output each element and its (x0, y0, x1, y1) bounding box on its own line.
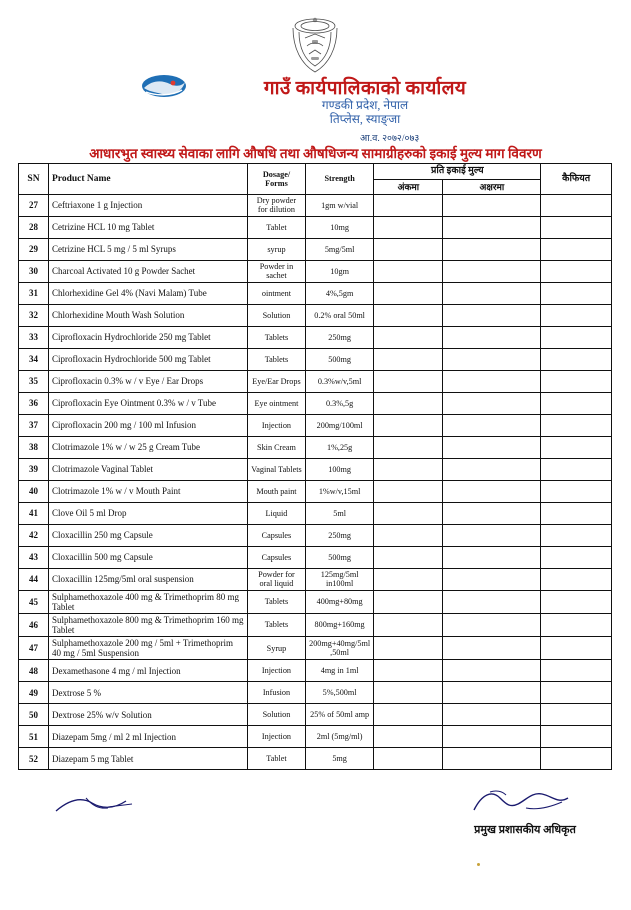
cell-remark (541, 660, 612, 682)
cell-sn: 31 (19, 282, 49, 304)
cell-dosage-form: Skin Cream (248, 436, 306, 458)
cell-product-name: Sulphamethoxazole 400 mg & Trimethoprim 80 mg Tablet (48, 590, 247, 613)
cell-remark (541, 682, 612, 704)
cell-rate-words (442, 326, 540, 348)
table-row (19, 348, 612, 370)
table-row (19, 414, 612, 436)
cell-strength: 100mg (305, 458, 374, 480)
cell-rate-words (442, 637, 540, 660)
cell-strength: 0.3%w/v,5ml (305, 370, 374, 392)
cell-sn: 40 (19, 480, 49, 502)
cell-strength: 1gm w/vial (305, 194, 374, 216)
table-row (19, 590, 612, 613)
column-header-remarks: कैफियत (541, 164, 612, 195)
organization-title: गाउँ कार्यपालिकाको कार्यालय (263, 78, 467, 99)
cell-product-name: Ciprofloxacin Eye Ointment 0.3% w / v Tube (48, 392, 247, 414)
cell-strength: 250mg (305, 524, 374, 546)
cell-product-name: Clotrimazole 1% w / v Mouth Paint (48, 480, 247, 502)
table-row (19, 524, 612, 546)
cell-rate-figures (374, 282, 443, 304)
cell-rate-words (442, 590, 540, 613)
cell-sn: 30 (19, 260, 49, 282)
cell-rate-figures (374, 682, 443, 704)
cell-sn: 33 (19, 326, 49, 348)
table-row (19, 326, 612, 348)
cell-remark (541, 414, 612, 436)
cell-product-name: Diazepam 5 mg Tablet (48, 748, 247, 770)
cell-rate-words (442, 502, 540, 524)
table-row (19, 637, 612, 660)
cell-rate-words (442, 238, 540, 260)
cell-remark (541, 458, 612, 480)
cell-strength: 5ml (305, 502, 374, 524)
cell-product-name: Clotrimazole 1% w / w 25 g Cream Tube (48, 436, 247, 458)
cell-dosage-form: Infusion (248, 682, 306, 704)
cell-remark (541, 748, 612, 770)
cell-rate-figures (374, 414, 443, 436)
paper-speck (477, 863, 480, 866)
cell-strength: 125mg/5ml in100ml (305, 568, 374, 590)
signature-designation-label: प्रमुख प्रशासकीय अधिकृत (474, 824, 576, 836)
signature-right (466, 788, 576, 814)
cell-rate-figures (374, 748, 443, 770)
cell-sn: 37 (19, 414, 49, 436)
table-row (19, 660, 612, 682)
document-title: आधारभुत स्वास्थ्य सेवाका लागि औषधि तथा औषधिजन्य सामाग्रीहरुको इकाई मुल्य माग विवरण (89, 146, 542, 161)
cell-product-name: Clotrimazole Vaginal Tablet (48, 458, 247, 480)
cell-dosage-form: Syrup (248, 637, 306, 660)
cell-rate-figures (374, 458, 443, 480)
cell-strength: 0.3%,5g (305, 392, 374, 414)
cell-strength: 5%,500ml (305, 682, 374, 704)
cell-product-name: Chlorhexidine Gel 4% (Navi Malam) Tube (48, 282, 247, 304)
cell-strength: 10gm (305, 260, 374, 282)
cell-rate-words (442, 260, 540, 282)
cell-dosage-form: Solution (248, 704, 306, 726)
cell-remark (541, 613, 612, 636)
cell-sn: 49 (19, 682, 49, 704)
cell-sn: 43 (19, 546, 49, 568)
cell-strength: 500mg (305, 546, 374, 568)
cell-product-name: Clove Oil 5 ml Drop (48, 502, 247, 524)
cell-rate-words (442, 660, 540, 682)
fiscal-year-reference: आ.व. २०७२/०७३ (360, 134, 420, 144)
cell-sn: 47 (19, 637, 49, 660)
cell-remark (541, 637, 612, 660)
cell-rate-figures (374, 348, 443, 370)
cell-rate-figures (374, 502, 443, 524)
cell-strength: 250mg (305, 326, 374, 348)
cell-sn: 52 (19, 748, 49, 770)
cell-sn: 41 (19, 502, 49, 524)
cell-dosage-form: Dry powder for dilution (248, 194, 306, 216)
cell-rate-figures (374, 370, 443, 392)
cell-rate-words (442, 704, 540, 726)
cell-sn: 51 (19, 726, 49, 748)
cell-rate-words (442, 414, 540, 436)
cell-dosage-form: Vaginal Tablets (248, 458, 306, 480)
cell-remark (541, 238, 612, 260)
signature-left (52, 795, 142, 817)
cell-rate-figures (374, 613, 443, 636)
cell-sn: 39 (19, 458, 49, 480)
cell-dosage-form: Capsules (248, 524, 306, 546)
cell-product-name: Diazepam 5mg / ml 2 ml Injection (48, 726, 247, 748)
table-row (19, 568, 612, 590)
table-row (19, 502, 612, 524)
cell-strength: 800mg+160mg (305, 613, 374, 636)
cell-remark (541, 502, 612, 524)
cell-sn: 34 (19, 348, 49, 370)
cell-product-name: Ciprofloxacin Hydrochloride 250 mg Tablet (48, 326, 247, 348)
cell-product-name: Cloxacillin 250 mg Capsule (48, 524, 247, 546)
cell-sn: 46 (19, 613, 49, 636)
organization-province: गण्डकी प्रदेश, नेपाल (321, 98, 409, 112)
cell-dosage-form: Capsules (248, 546, 306, 568)
cell-rate-figures (374, 546, 443, 568)
cell-dosage-form: Solution (248, 304, 306, 326)
cell-strength: 25% of 50ml amp (305, 704, 374, 726)
cell-strength: 4%,5gm (305, 282, 374, 304)
cell-remark (541, 524, 612, 546)
cell-strength: 4mg in 1ml (305, 660, 374, 682)
cell-product-name: Ciprofloxacin 200 mg / 100 ml Infusion (48, 414, 247, 436)
cell-rate-words (442, 458, 540, 480)
table-row (19, 304, 612, 326)
cell-rate-figures (374, 194, 443, 216)
cell-dosage-form: Injection (248, 414, 306, 436)
cell-remark (541, 370, 612, 392)
cell-remark (541, 216, 612, 238)
cell-sn: 48 (19, 660, 49, 682)
table-row (19, 238, 612, 260)
cell-remark (541, 590, 612, 613)
cell-dosage-form: Tablet (248, 216, 306, 238)
cell-product-name: Sulphamethoxazole 800 mg & Trimethoprim 160 mg Tablet (48, 613, 247, 636)
document-header (0, 0, 631, 161)
cell-dosage-form: syrup (248, 238, 306, 260)
column-header-rate-words: अक्षरमा (479, 181, 505, 192)
cell-remark (541, 546, 612, 568)
cell-product-name: Dextrose 5 % (48, 682, 247, 704)
cell-rate-words (442, 216, 540, 238)
cell-rate-figures (374, 216, 443, 238)
column-header-dosage-forms: Dosage/ Forms (248, 164, 306, 195)
organization-address: तिप्लेस, स्याङ्जा (329, 112, 401, 126)
cell-remark (541, 436, 612, 458)
cell-dosage-form: Eye/Ear Drops (248, 370, 306, 392)
table-body (19, 194, 612, 769)
table-row (19, 392, 612, 414)
table-header (19, 164, 612, 195)
cell-sn: 50 (19, 704, 49, 726)
cell-strength: 0.2% oral 50ml (305, 304, 374, 326)
cell-sn: 44 (19, 568, 49, 590)
cell-remark (541, 326, 612, 348)
cell-dosage-form: Tablet (248, 748, 306, 770)
cell-rate-figures (374, 480, 443, 502)
cell-rate-figures (374, 726, 443, 748)
table-row (19, 546, 612, 568)
cell-rate-figures (374, 436, 443, 458)
column-header-strength: Strength (305, 164, 374, 195)
cell-product-name: Dexamethasone 4 mg / ml Injection (48, 660, 247, 682)
cell-dosage-form: Injection (248, 726, 306, 748)
cell-strength: 200mg/100ml (305, 414, 374, 436)
cell-sn: 35 (19, 370, 49, 392)
column-header-product-name: Product Name (48, 164, 247, 195)
cell-remark (541, 392, 612, 414)
cell-sn: 42 (19, 524, 49, 546)
cell-rate-words (442, 436, 540, 458)
table-row (19, 436, 612, 458)
cell-rate-words (442, 524, 540, 546)
table-row (19, 260, 612, 282)
cell-rate-figures (374, 568, 443, 590)
cell-rate-words (442, 568, 540, 590)
cell-rate-words (442, 546, 540, 568)
cell-dosage-form: Injection (248, 660, 306, 682)
cell-rate-figures (374, 660, 443, 682)
cell-rate-words (442, 304, 540, 326)
cell-rate-figures (374, 524, 443, 546)
cell-rate-words (442, 748, 540, 770)
cell-product-name: Ciprofloxacin Hydrochloride 500 mg Tablet (48, 348, 247, 370)
cell-product-name: Dextrose 25% w/v Solution (48, 704, 247, 726)
cell-remark (541, 704, 612, 726)
cell-product-name: Cloxacillin 125mg/5ml oral suspension (48, 568, 247, 590)
cell-strength: 5mg/5ml (305, 238, 374, 260)
cell-dosage-form: Mouth paint (248, 480, 306, 502)
cell-rate-words (442, 682, 540, 704)
cell-sn: 38 (19, 436, 49, 458)
cell-sn: 27 (19, 194, 49, 216)
cell-strength: 400mg+80mg (305, 590, 374, 613)
column-header-rate-figures: अंकमा (374, 180, 443, 194)
cell-strength: 10mg (305, 216, 374, 238)
cell-remark (541, 568, 612, 590)
table-row (19, 613, 612, 636)
table-row (19, 216, 612, 238)
cell-strength: 1%,25g (305, 436, 374, 458)
cell-dosage-form: Liquid (248, 502, 306, 524)
cell-strength: 200mg+40mg/5ml ,50ml (305, 637, 374, 660)
cell-strength: 1%w/v,15ml (305, 480, 374, 502)
cell-rate-words (442, 194, 540, 216)
cell-product-name: Cetrizine HCL 5 mg / 5 ml Syrups (48, 238, 247, 260)
nepal-emblem-icon (285, 14, 345, 76)
cell-dosage-form: Powder in sachet (248, 260, 306, 282)
cell-product-name: Ciprofloxacin 0.3% w / v Eye / Ear Drops (48, 370, 247, 392)
table-row (19, 458, 612, 480)
cell-remark (541, 194, 612, 216)
table-row (19, 370, 612, 392)
table-row (19, 480, 612, 502)
cell-product-name: Cloxacillin 500 mg Capsule (48, 546, 247, 568)
cell-product-name: Sulphamethoxazole 200 mg / 5ml + Trimethoprim 40 mg / 5ml Suspension (48, 637, 247, 660)
cell-rate-words (442, 726, 540, 748)
local-government-logo-icon (140, 70, 188, 102)
cell-sn: 28 (19, 216, 49, 238)
cell-remark (541, 260, 612, 282)
cell-dosage-form: Tablets (248, 613, 306, 636)
column-header-unit-price-group (374, 164, 541, 195)
column-header-sn: SN (19, 164, 49, 195)
cell-product-name: Charcoal Activated 10 g Powder Sachet (48, 260, 247, 282)
cell-dosage-form: Tablets (248, 326, 306, 348)
cell-remark (541, 348, 612, 370)
table-row (19, 194, 612, 216)
cell-rate-figures (374, 238, 443, 260)
table-row (19, 726, 612, 748)
cell-rate-figures (374, 590, 443, 613)
cell-rate-words (442, 392, 540, 414)
cell-rate-figures (374, 326, 443, 348)
cell-remark (541, 726, 612, 748)
cell-rate-words (442, 282, 540, 304)
table-row (19, 282, 612, 304)
cell-rate-figures (374, 637, 443, 660)
cell-rate-words (442, 370, 540, 392)
column-header-unit-price: प्रति इकाई मुल्य (374, 164, 540, 180)
cell-rate-words (442, 613, 540, 636)
cell-rate-figures (374, 704, 443, 726)
cell-dosage-form: Eye ointment (248, 392, 306, 414)
cell-rate-figures (374, 260, 443, 282)
cell-rate-figures (374, 304, 443, 326)
cell-rate-figures (374, 392, 443, 414)
cell-strength: 500mg (305, 348, 374, 370)
cell-sn: 32 (19, 304, 49, 326)
medicine-price-table (18, 163, 612, 770)
cell-rate-words (442, 480, 540, 502)
cell-dosage-form: ointment (248, 282, 306, 304)
cell-remark (541, 480, 612, 502)
cell-sn: 36 (19, 392, 49, 414)
cell-sn: 45 (19, 590, 49, 613)
table-row (19, 748, 612, 770)
cell-product-name: Cetrizine HCL 10 mg Tablet (48, 216, 247, 238)
table-row (19, 682, 612, 704)
cell-strength: 2ml (5mg/ml) (305, 726, 374, 748)
cell-sn: 29 (19, 238, 49, 260)
cell-strength: 5mg (305, 748, 374, 770)
cell-dosage-form: Powder for oral liquid (248, 568, 306, 590)
table-row (19, 704, 612, 726)
cell-dosage-form: Tablets (248, 348, 306, 370)
cell-remark (541, 304, 612, 326)
cell-product-name: Chlorhexidine Mouth Wash Solution (48, 304, 247, 326)
cell-remark (541, 282, 612, 304)
cell-rate-words (442, 348, 540, 370)
cell-product-name: Ceftriaxone 1 g Injection (48, 194, 247, 216)
cell-dosage-form: Tablets (248, 590, 306, 613)
